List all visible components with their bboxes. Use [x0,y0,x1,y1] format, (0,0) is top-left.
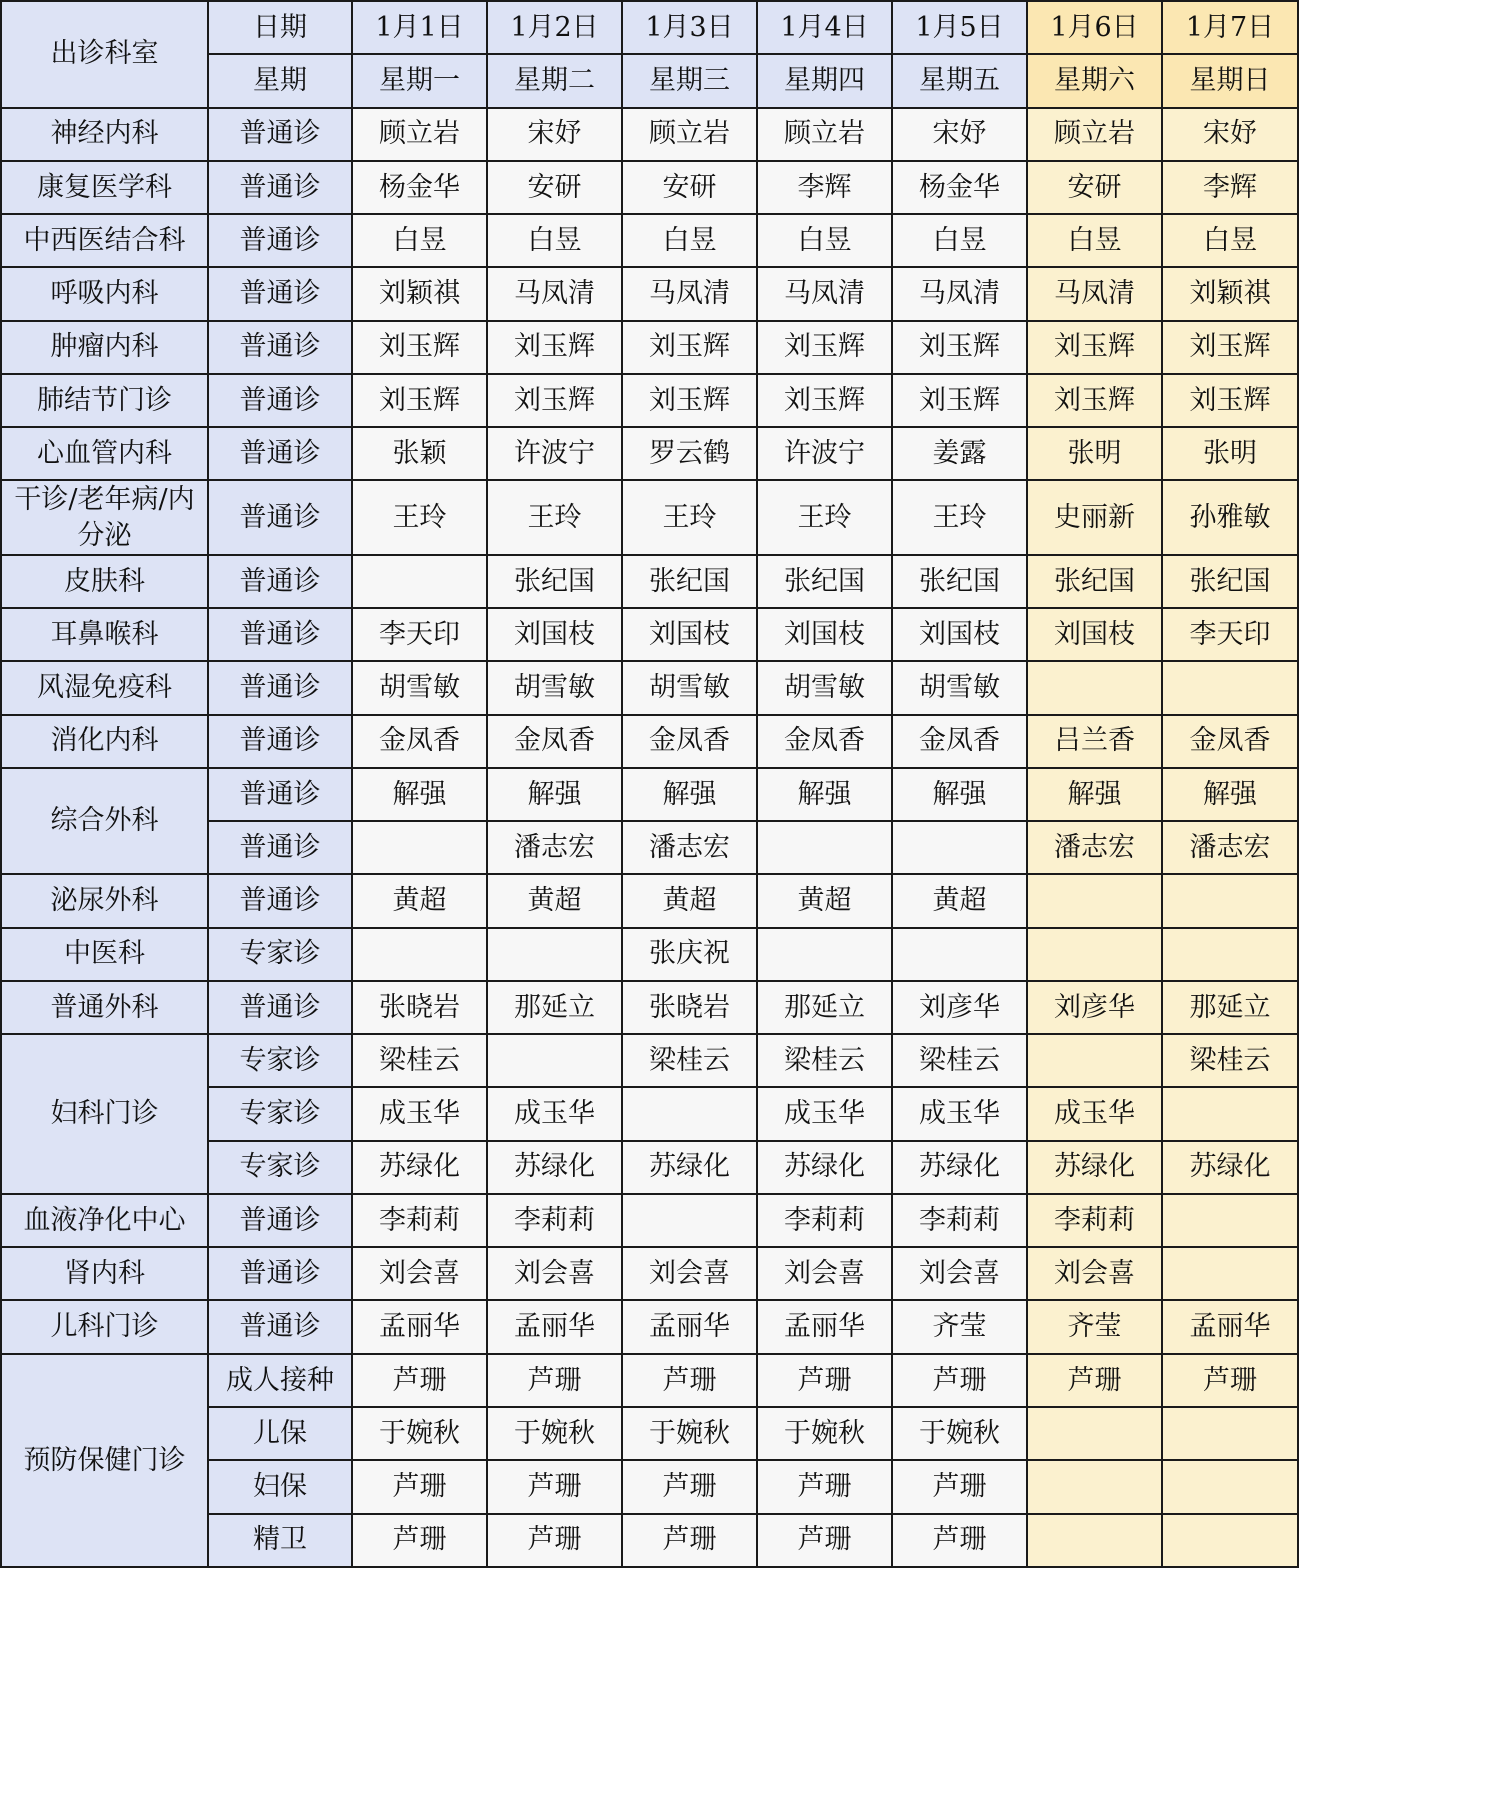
doctor-cell: 刘玉辉 [352,321,487,374]
department-name: 心血管内科 [1,427,208,480]
schedule-body [1,1,1298,1567]
doctor-cell: 顾立岩 [352,108,487,161]
doctor-cell: 黄超 [487,874,622,927]
clinic-type: 普通诊 [208,321,352,374]
header-row-dates [1,1,1298,54]
doctor-cell: 芦珊 [352,1354,487,1407]
doctor-cell: 芦珊 [487,1354,622,1407]
department-name: 预防保健门诊 [1,1354,208,1567]
doctor-cell: 刘会喜 [622,1247,757,1300]
doctor-cell: 马凤清 [757,267,892,320]
date-cell: 1月7日 [1162,1,1298,54]
doctor-cell: 马凤清 [487,267,622,320]
doctor-cell: 许波宁 [487,427,622,480]
doctor-cell: 刘国枝 [622,608,757,661]
doctor-cell: 金凤香 [892,715,1027,768]
doctor-cell: 刘会喜 [487,1247,622,1300]
doctor-cell: 李天印 [1162,608,1298,661]
doctor-cell: 孙雅敏 [1162,480,1298,554]
doctor-cell: 芦珊 [892,1460,1027,1513]
clinic-type: 普通诊 [208,480,352,554]
table-row [1,608,1298,661]
department-name: 中医科 [1,928,208,981]
clinic-type: 普通诊 [208,267,352,320]
weekday-cell: 星期五 [892,54,1027,107]
weekday-cell: 星期三 [622,54,757,107]
doctor-cell: 芦珊 [487,1460,622,1513]
table-row [1,1354,1298,1407]
department-name: 泌尿外科 [1,874,208,927]
department-name: 呼吸内科 [1,267,208,320]
doctor-cell: 胡雪敏 [757,661,892,714]
clinic-type: 普通诊 [208,768,352,821]
doctor-cell: 黄超 [892,874,1027,927]
doctor-cell [1027,1460,1162,1513]
doctor-cell [757,821,892,874]
doctor-cell: 张庆祝 [622,928,757,981]
doctor-cell: 李莉莉 [1027,1194,1162,1247]
doctor-cell: 李辉 [757,161,892,214]
clinic-type: 普通诊 [208,874,352,927]
clinic-type: 普通诊 [208,214,352,267]
doctor-cell: 孟丽华 [352,1300,487,1353]
table-row [1,1300,1298,1353]
doctor-cell: 苏绿化 [892,1141,1027,1194]
doctor-cell: 芦珊 [757,1354,892,1407]
doctor-cell: 于婉秋 [892,1407,1027,1460]
clinic-type: 成人接种 [208,1354,352,1407]
doctor-cell: 刘玉辉 [1162,374,1298,427]
doctor-cell: 解强 [352,768,487,821]
table-row [1,480,1298,554]
department-name: 肾内科 [1,1247,208,1300]
doctor-cell: 刘玉辉 [352,374,487,427]
doctor-cell: 刘玉辉 [757,321,892,374]
doctor-cell: 张纪国 [757,555,892,608]
doctor-cell [622,1194,757,1247]
doctor-cell: 胡雪敏 [487,661,622,714]
doctor-cell: 成玉华 [1027,1087,1162,1140]
clinic-type: 普通诊 [208,661,352,714]
doctor-cell: 金凤香 [757,715,892,768]
doctor-cell: 白昱 [892,214,1027,267]
department-name: 综合外科 [1,768,208,875]
doctor-cell: 宋妤 [892,108,1027,161]
doctor-cell [487,928,622,981]
clinic-type: 普通诊 [208,427,352,480]
doctor-cell: 刘玉辉 [757,374,892,427]
department-name: 皮肤科 [1,555,208,608]
doctor-cell: 刘玉辉 [622,374,757,427]
doctor-cell: 于婉秋 [622,1407,757,1460]
doctor-cell: 解强 [622,768,757,821]
table-row [1,555,1298,608]
doctor-cell: 芦珊 [1027,1354,1162,1407]
doctor-cell: 解强 [1027,768,1162,821]
doctor-cell: 苏绿化 [1162,1141,1298,1194]
doctor-cell: 芦珊 [622,1514,757,1567]
doctor-cell: 杨金华 [892,161,1027,214]
doctor-cell: 孟丽华 [622,1300,757,1353]
doctor-cell: 成玉华 [757,1087,892,1140]
doctor-cell: 安研 [622,161,757,214]
table-row [1,981,1298,1034]
department-name: 血液净化中心 [1,1194,208,1247]
doctor-cell: 王玲 [352,480,487,554]
doctor-cell: 金凤香 [1162,715,1298,768]
department-name: 干诊/老年病/内分泌 [1,480,208,554]
doctor-cell: 解强 [1162,768,1298,821]
doctor-cell: 宋妤 [1162,108,1298,161]
doctor-cell: 芦珊 [1162,1354,1298,1407]
department-name: 普通外科 [1,981,208,1034]
doctor-cell: 苏绿化 [622,1141,757,1194]
weekday-cell: 星期一 [352,54,487,107]
doctor-cell [1162,1460,1298,1513]
department-name: 神经内科 [1,108,208,161]
doctor-cell: 李莉莉 [757,1194,892,1247]
doctor-cell: 那延立 [1162,981,1298,1034]
doctor-cell [892,821,1027,874]
doctor-cell: 白昱 [1162,214,1298,267]
doctor-cell [1162,1087,1298,1140]
clinic-type: 普通诊 [208,821,352,874]
doctor-cell: 苏绿化 [352,1141,487,1194]
doctor-cell: 李辉 [1162,161,1298,214]
department-name: 肺结节门诊 [1,374,208,427]
doctor-cell: 顾立岩 [622,108,757,161]
table-row [1,321,1298,374]
doctor-cell: 梁桂云 [892,1034,1027,1087]
doctor-cell [1162,1247,1298,1300]
doctor-cell: 史丽新 [1027,480,1162,554]
doctor-cell: 白昱 [757,214,892,267]
clinic-type: 专家诊 [208,1034,352,1087]
doctor-cell: 梁桂云 [352,1034,487,1087]
doctor-cell: 刘玉辉 [487,374,622,427]
doctor-cell: 刘玉辉 [1027,321,1162,374]
clinic-type: 专家诊 [208,1141,352,1194]
doctor-cell: 解强 [757,768,892,821]
doctor-cell: 梁桂云 [622,1034,757,1087]
doctor-cell: 张纪国 [892,555,1027,608]
weekday-label: 星期 [208,54,352,107]
doctor-cell [1027,874,1162,927]
dept-header: 出诊科室 [1,1,208,108]
doctor-cell [1162,874,1298,927]
doctor-cell: 张明 [1162,427,1298,480]
doctor-cell: 胡雪敏 [892,661,1027,714]
clinic-type: 普通诊 [208,374,352,427]
doctor-cell: 黄超 [757,874,892,927]
doctor-cell [352,821,487,874]
doctor-cell: 孟丽华 [487,1300,622,1353]
doctor-cell: 潘志宏 [487,821,622,874]
doctor-cell: 梁桂云 [757,1034,892,1087]
doctor-cell: 梁桂云 [1162,1034,1298,1087]
table-row [1,1194,1298,1247]
doctor-cell: 白昱 [352,214,487,267]
clinic-type: 儿保 [208,1407,352,1460]
doctor-cell: 张晓岩 [622,981,757,1034]
table-row [1,928,1298,981]
doctor-cell: 齐莹 [1027,1300,1162,1353]
doctor-cell: 孟丽华 [757,1300,892,1353]
department-name: 妇科门诊 [1,1034,208,1194]
date-cell: 1月4日 [757,1,892,54]
clinic-type: 专家诊 [208,1087,352,1140]
doctor-cell: 刘会喜 [352,1247,487,1300]
doctor-cell: 解强 [487,768,622,821]
doctor-cell: 芦珊 [757,1460,892,1513]
doctor-cell: 王玲 [622,480,757,554]
department-name: 耳鼻喉科 [1,608,208,661]
doctor-cell: 芦珊 [352,1460,487,1513]
doctor-cell: 胡雪敏 [622,661,757,714]
doctor-cell: 金凤香 [487,715,622,768]
doctor-cell: 马凤清 [1027,267,1162,320]
doctor-cell: 李莉莉 [892,1194,1027,1247]
clinic-type: 普通诊 [208,555,352,608]
table-row [1,108,1298,161]
doctor-cell: 杨金华 [352,161,487,214]
weekday-cell: 星期六 [1027,54,1162,107]
doctor-cell [1162,928,1298,981]
doctor-cell: 成玉华 [487,1087,622,1140]
doctor-cell: 刘会喜 [757,1247,892,1300]
doctor-cell: 刘彦华 [892,981,1027,1034]
date-cell: 1月5日 [892,1,1027,54]
doctor-cell: 刘国枝 [1027,608,1162,661]
doctor-cell: 苏绿化 [487,1141,622,1194]
table-row [1,1034,1298,1087]
doctor-cell: 苏绿化 [757,1141,892,1194]
doctor-cell: 刘国枝 [487,608,622,661]
doctor-cell: 孟丽华 [1162,1300,1298,1353]
doctor-cell: 张明 [1027,427,1162,480]
department-name: 康复医学科 [1,161,208,214]
table-row [1,374,1298,427]
doctor-cell: 苏绿化 [1027,1141,1162,1194]
doctor-cell: 于婉秋 [757,1407,892,1460]
doctor-cell [1027,1034,1162,1087]
doctor-cell: 那延立 [757,981,892,1034]
weekday-cell: 星期日 [1162,54,1298,107]
doctor-cell: 王玲 [757,480,892,554]
clinic-type: 普通诊 [208,1194,352,1247]
doctor-cell: 于婉秋 [352,1407,487,1460]
doctor-cell: 芦珊 [622,1354,757,1407]
doctor-cell: 张晓岩 [352,981,487,1034]
doctor-cell [352,555,487,608]
doctor-cell: 刘玉辉 [1027,374,1162,427]
doctor-cell: 李莉莉 [352,1194,487,1247]
doctor-cell: 芦珊 [892,1514,1027,1567]
doctor-cell: 刘玉辉 [487,321,622,374]
doctor-cell: 白昱 [487,214,622,267]
table-row [1,661,1298,714]
doctor-cell: 刘玉辉 [1162,321,1298,374]
doctor-cell: 张纪国 [1027,555,1162,608]
clinic-type: 普通诊 [208,108,352,161]
doctor-cell [1027,928,1162,981]
clinic-type: 普通诊 [208,981,352,1034]
doctor-cell: 解强 [892,768,1027,821]
doctor-cell: 马凤清 [892,267,1027,320]
doctor-cell: 芦珊 [892,1354,1027,1407]
clinic-type: 妇保 [208,1460,352,1513]
doctor-cell [1162,661,1298,714]
doctor-cell: 黄超 [622,874,757,927]
date-cell: 1月2日 [487,1,622,54]
doctor-cell: 金凤香 [352,715,487,768]
table-row [1,1247,1298,1300]
doctor-cell: 潘志宏 [622,821,757,874]
doctor-cell: 顾立岩 [1027,108,1162,161]
doctor-cell: 芦珊 [622,1460,757,1513]
doctor-cell: 刘颖祺 [1162,267,1298,320]
doctor-cell: 安研 [1027,161,1162,214]
date-cell: 1月1日 [352,1,487,54]
table-row [1,214,1298,267]
doctor-cell [757,928,892,981]
department-name: 中西医结合科 [1,214,208,267]
doctor-cell: 白昱 [1027,214,1162,267]
doctor-cell: 吕兰香 [1027,715,1162,768]
doctor-cell [1027,1407,1162,1460]
doctor-cell [352,928,487,981]
doctor-cell [1027,661,1162,714]
doctor-cell [487,1034,622,1087]
doctor-cell: 芦珊 [757,1514,892,1567]
table-row [1,161,1298,214]
department-name: 消化内科 [1,715,208,768]
clinic-type: 普通诊 [208,608,352,661]
doctor-cell: 刘会喜 [1027,1247,1162,1300]
department-name: 肿瘤内科 [1,321,208,374]
clinic-type: 普通诊 [208,715,352,768]
doctor-cell: 成玉华 [892,1087,1027,1140]
doctor-cell: 张纪国 [622,555,757,608]
doctor-cell [622,1087,757,1140]
doctor-cell: 宋妤 [487,108,622,161]
doctor-cell: 齐莹 [892,1300,1027,1353]
date-label: 日期 [208,1,352,54]
doctor-cell: 潘志宏 [1162,821,1298,874]
clinic-type: 普通诊 [208,1300,352,1353]
doctor-cell: 安研 [487,161,622,214]
date-cell: 1月3日 [622,1,757,54]
clinic-type: 精卫 [208,1514,352,1567]
doctor-cell: 王玲 [892,480,1027,554]
date-cell: 1月6日 [1027,1,1162,54]
doctor-cell: 刘国枝 [892,608,1027,661]
doctor-cell: 马凤清 [622,267,757,320]
doctor-cell: 芦珊 [487,1514,622,1567]
doctor-cell: 刘会喜 [892,1247,1027,1300]
doctor-cell: 白昱 [622,214,757,267]
clinic-type: 普通诊 [208,161,352,214]
table-row [1,427,1298,480]
doctor-cell [1162,1514,1298,1567]
doctor-cell: 姜露 [892,427,1027,480]
doctor-cell: 那延立 [487,981,622,1034]
doctor-cell: 罗云鹤 [622,427,757,480]
doctor-cell: 刘颖祺 [352,267,487,320]
weekday-cell: 星期四 [757,54,892,107]
doctor-cell [1027,1514,1162,1567]
weekday-cell: 星期二 [487,54,622,107]
doctor-cell: 王玲 [487,480,622,554]
doctor-cell: 黄超 [352,874,487,927]
doctor-cell: 刘玉辉 [622,321,757,374]
doctor-cell: 成玉华 [352,1087,487,1140]
doctor-cell [892,928,1027,981]
clinic-type: 专家诊 [208,928,352,981]
table-row [1,715,1298,768]
doctor-cell: 许波宁 [757,427,892,480]
doctor-cell: 潘志宏 [1027,821,1162,874]
table-row [1,768,1298,821]
doctor-cell: 刘彦华 [1027,981,1162,1034]
doctor-cell: 刘玉辉 [892,321,1027,374]
doctor-cell: 于婉秋 [487,1407,622,1460]
department-name: 儿科门诊 [1,1300,208,1353]
doctor-cell [1162,1407,1298,1460]
doctor-cell: 张纪国 [1162,555,1298,608]
department-name: 风湿免疫科 [1,661,208,714]
doctor-cell: 胡雪敏 [352,661,487,714]
doctor-cell [1162,1194,1298,1247]
doctor-cell: 顾立岩 [757,108,892,161]
table-row [1,874,1298,927]
doctor-cell: 刘玉辉 [892,374,1027,427]
doctor-cell: 张颖 [352,427,487,480]
table-row [1,267,1298,320]
clinic-type: 普通诊 [208,1247,352,1300]
doctor-cell: 张纪国 [487,555,622,608]
doctor-cell: 李天印 [352,608,487,661]
doctor-cell: 李莉莉 [487,1194,622,1247]
doctor-cell: 芦珊 [352,1514,487,1567]
doctor-cell: 刘国枝 [757,608,892,661]
doctor-cell: 金凤香 [622,715,757,768]
